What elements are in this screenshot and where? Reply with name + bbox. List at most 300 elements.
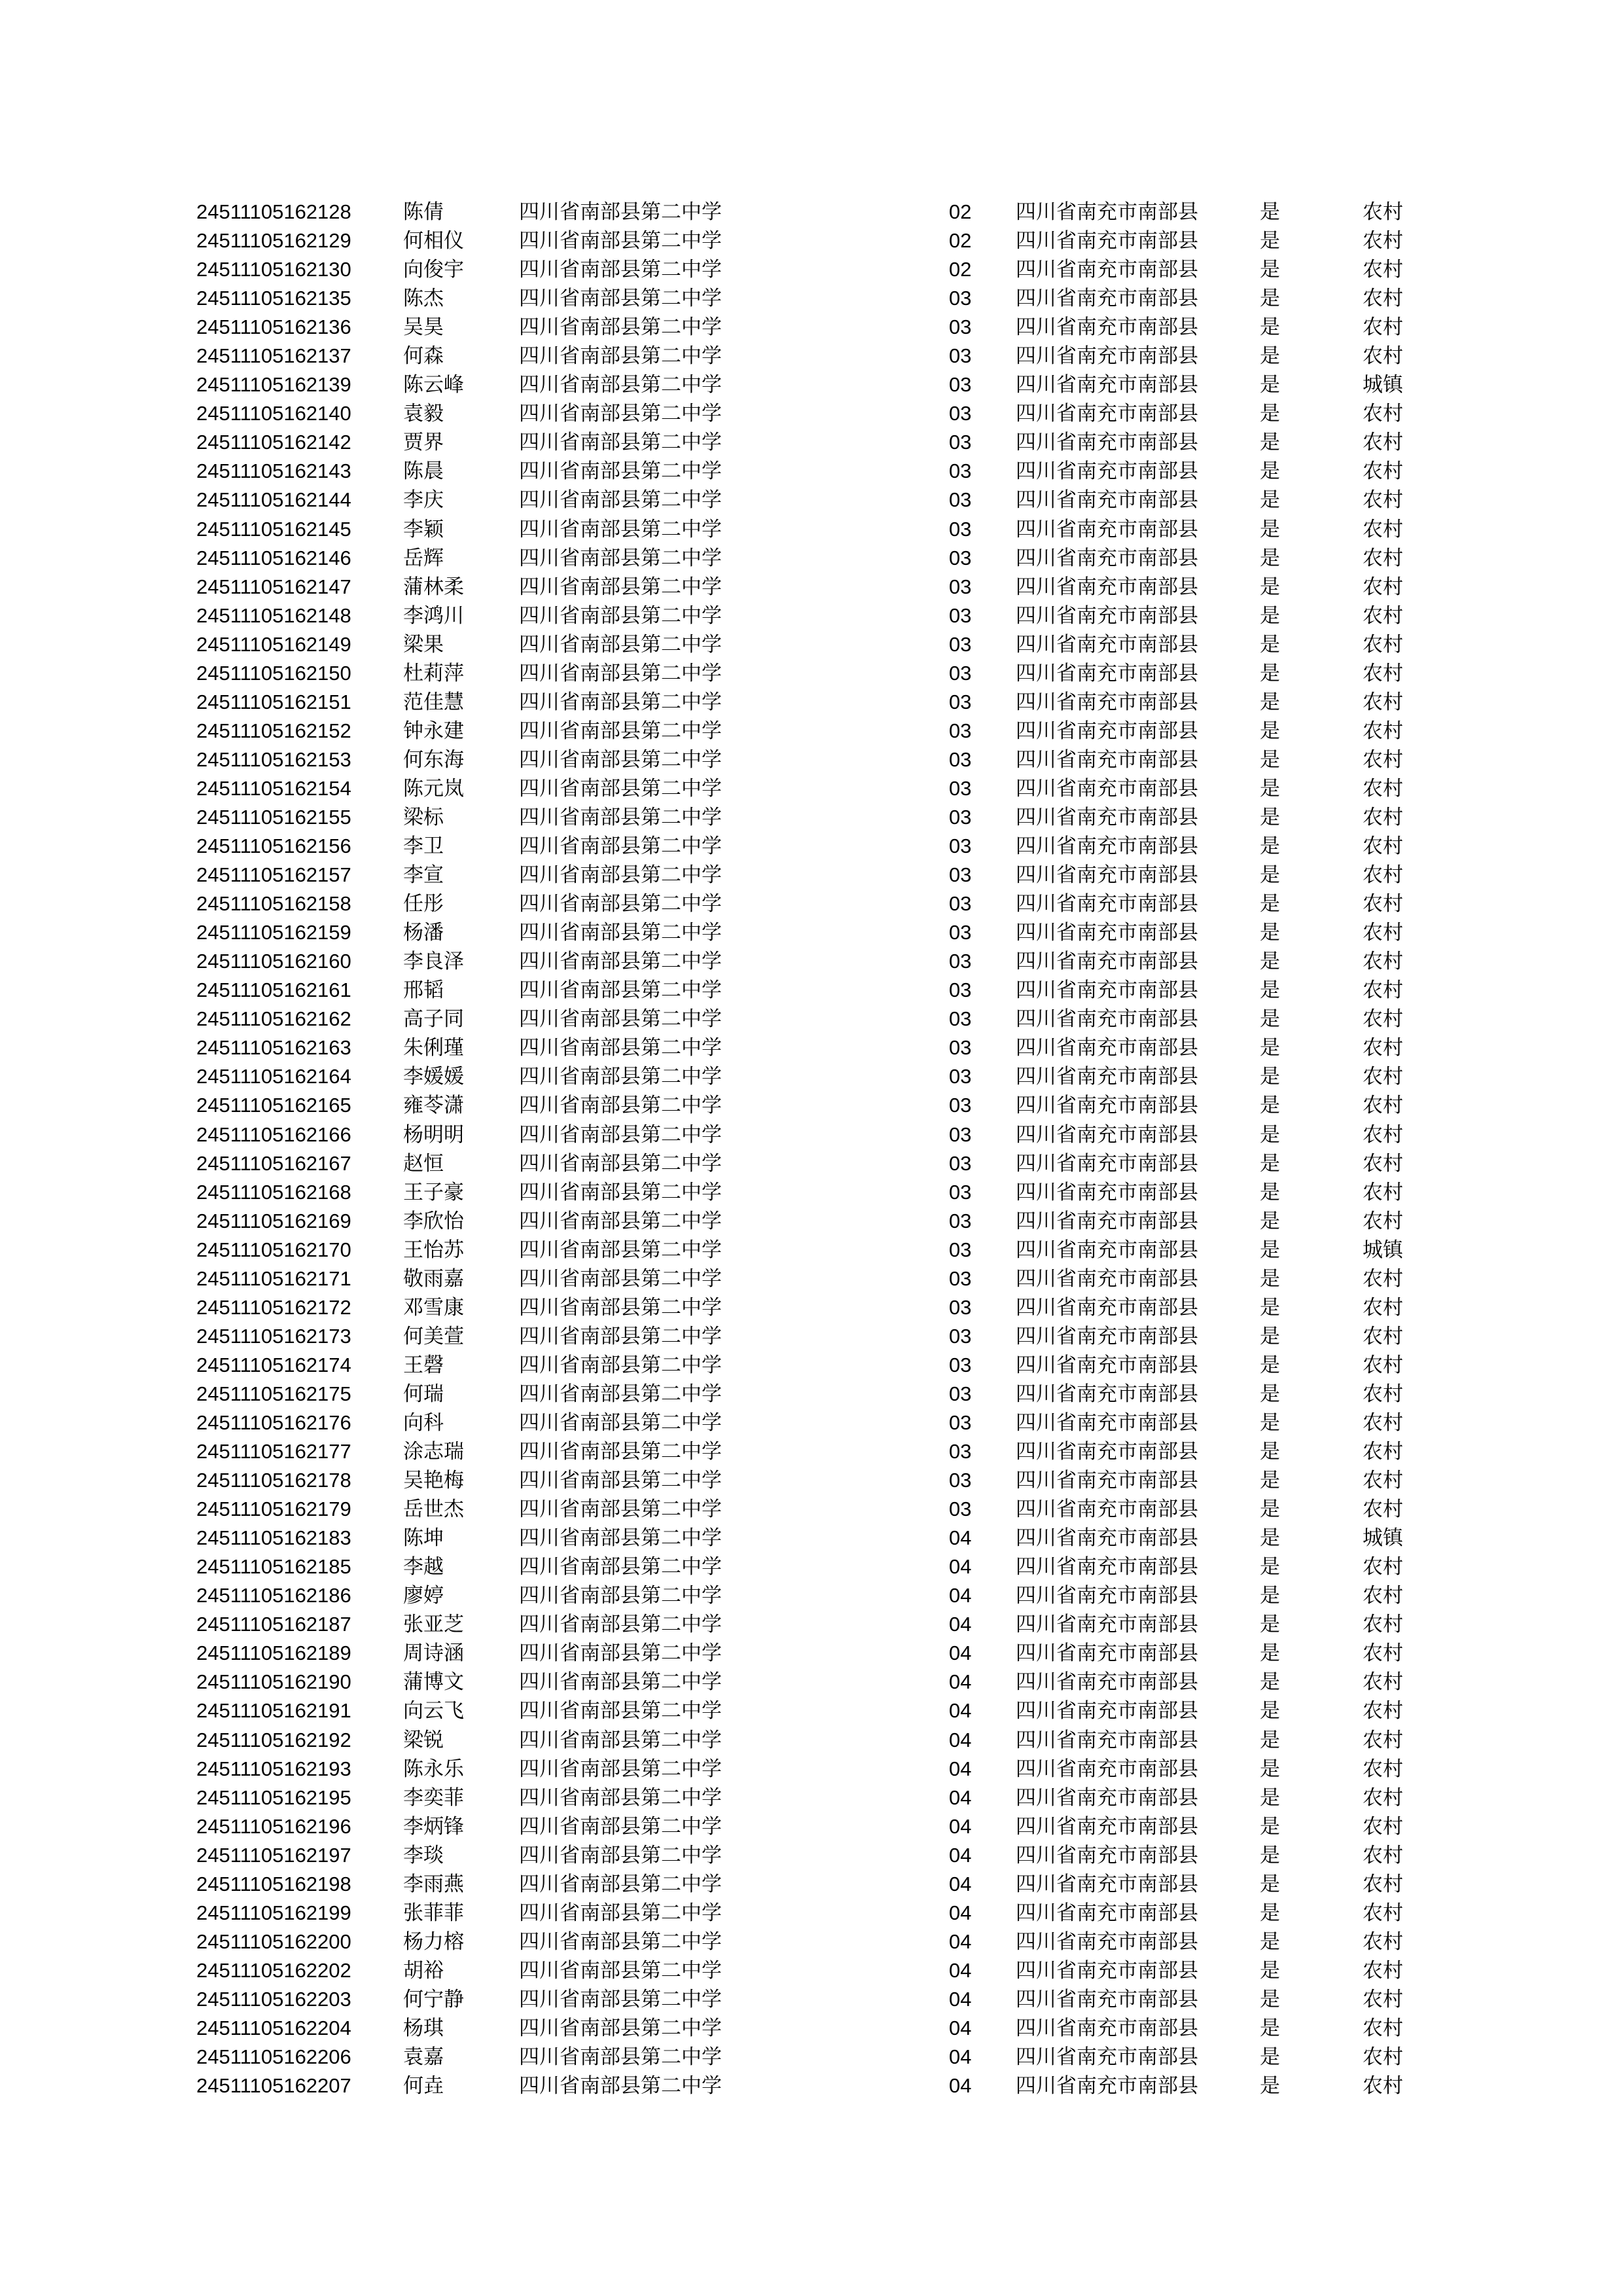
flag-cell: 是 [1260, 950, 1280, 974]
address-cell: 四川省南充市南部县 [1016, 431, 1198, 455]
student-name-cell: 李鸿川 [403, 603, 464, 628]
table-row [196, 313, 1440, 342]
residence-type-cell: 农村 [1363, 1929, 1403, 1954]
address-cell: 四川省南充市南部县 [1016, 1065, 1198, 1089]
student-id-cell: 24511105162206 [196, 2045, 351, 2069]
class-cell: 03 [949, 1410, 972, 1434]
address-cell: 四川省南充市南部县 [1016, 2074, 1198, 2098]
address-cell: 四川省南充市南部县 [1016, 863, 1198, 888]
class-cell: 03 [949, 1151, 972, 1175]
school-cell: 四川省南部县第二中学 [519, 603, 722, 628]
residence-type-cell: 农村 [1363, 1498, 1403, 1522]
address-cell: 四川省南充市南部县 [1016, 1469, 1198, 1493]
residence-type-cell: 农村 [1363, 459, 1403, 484]
student-name-cell: 何东海 [403, 747, 464, 772]
class-cell: 04 [949, 1757, 972, 1780]
flag-cell: 是 [1260, 1324, 1280, 1348]
school-cell: 四川省南部县第二中学 [519, 1814, 722, 1839]
address-cell: 四川省南充市南部县 [1016, 344, 1198, 368]
address-cell: 四川省南充市南部县 [1016, 1670, 1198, 1695]
flag-cell: 是 [1260, 1728, 1280, 1752]
table-row [196, 1207, 1440, 1236]
address-cell: 四川省南充市南部县 [1016, 1699, 1198, 1723]
student-id-cell: 24511105162174 [196, 1353, 351, 1376]
student-name-cell: 杨潘 [403, 921, 444, 945]
student-name-cell: 任彤 [403, 892, 444, 916]
residence-type-cell: 农村 [1363, 921, 1403, 945]
address-cell: 四川省南充市南部县 [1016, 834, 1198, 859]
student-id-cell: 24511105162148 [196, 603, 351, 627]
school-cell: 四川省南部县第二中学 [519, 1526, 722, 1551]
residence-type-cell: 农村 [1363, 834, 1403, 859]
class-cell: 03 [949, 1122, 972, 1146]
student-id-cell: 24511105162202 [196, 1958, 351, 1982]
student-name-cell: 雍苓潇 [403, 1094, 464, 1118]
school-cell: 四川省南部县第二中学 [519, 1238, 722, 1262]
flag-cell: 是 [1260, 1843, 1280, 1867]
school-cell: 四川省南部县第二中学 [519, 258, 722, 282]
class-cell: 03 [949, 517, 972, 541]
address-cell: 四川省南充市南部县 [1016, 1266, 1198, 1291]
student-id-cell: 24511105162152 [196, 719, 351, 742]
student-name-cell: 袁嘉 [403, 2045, 444, 2070]
address-cell: 四川省南充市南部县 [1016, 1094, 1198, 1118]
residence-type-cell: 农村 [1363, 1410, 1403, 1435]
flag-cell: 是 [1260, 719, 1280, 743]
residence-type-cell: 农村 [1363, 1122, 1403, 1147]
flag-cell: 是 [1260, 1151, 1280, 1175]
flag-cell: 是 [1260, 1180, 1280, 1204]
address-cell: 四川省南充市南部县 [1016, 1180, 1198, 1204]
student-id-cell: 24511105162159 [196, 921, 351, 944]
class-cell: 04 [949, 1814, 972, 1838]
flag-cell: 是 [1260, 315, 1280, 340]
student-name-cell: 梁果 [403, 632, 444, 656]
student-name-cell: 蒲博文 [403, 1670, 464, 1695]
student-name-cell: 杨琪 [403, 2016, 444, 2040]
table-row [196, 1380, 1440, 1408]
table-row [196, 2072, 1440, 2100]
class-cell: 03 [949, 546, 972, 569]
flag-cell: 是 [1260, 287, 1280, 311]
flag-cell: 是 [1260, 806, 1280, 829]
school-cell: 四川省南部县第二中学 [519, 1958, 722, 1982]
student-id-cell: 24511105162187 [196, 1613, 351, 1636]
residence-type-cell: 农村 [1363, 1555, 1403, 1579]
table-row [196, 1755, 1440, 1784]
flag-cell: 是 [1260, 603, 1280, 628]
table-row [196, 630, 1440, 659]
student-name-cell: 何相仪 [403, 229, 464, 253]
residence-type-cell: 农村 [1363, 978, 1403, 1003]
address-cell: 四川省南充市南部县 [1016, 921, 1198, 945]
address-cell: 四川省南充市南部县 [1016, 1785, 1198, 1810]
residence-type-cell: 城镇 [1363, 373, 1403, 397]
school-cell: 四川省南部县第二中学 [519, 1469, 722, 1493]
student-name-cell: 范佳慧 [403, 690, 464, 714]
table-row [196, 601, 1440, 630]
school-cell: 四川省南部县第二中学 [519, 1094, 722, 1118]
table-row [196, 832, 1440, 861]
student-name-cell: 陈元岚 [403, 776, 464, 800]
address-cell: 四川省南充市南部县 [1016, 1007, 1198, 1031]
student-id-cell: 24511105162167 [196, 1151, 351, 1175]
student-id-cell: 24511105162168 [196, 1180, 351, 1204]
table-row [196, 1610, 1440, 1639]
flag-cell: 是 [1260, 546, 1280, 570]
class-cell: 03 [949, 488, 972, 512]
table-row [196, 1178, 1440, 1207]
address-cell: 四川省南充市南部县 [1016, 1324, 1198, 1348]
class-cell: 03 [949, 1469, 972, 1492]
school-cell: 四川省南部县第二中学 [519, 459, 722, 484]
table-row [196, 226, 1440, 255]
student-id-cell: 24511105162178 [196, 1469, 351, 1492]
student-id-cell: 24511105162185 [196, 1555, 351, 1579]
school-cell: 四川省南部县第二中学 [519, 1584, 722, 1608]
school-cell: 四川省南部县第二中学 [519, 719, 722, 743]
student-name-cell: 李欣怡 [403, 1209, 464, 1233]
student-name-cell: 李颖 [403, 517, 444, 541]
table-row [196, 1696, 1440, 1725]
class-cell: 04 [949, 1584, 972, 1607]
student-name-cell: 李媛媛 [403, 1065, 464, 1089]
student-id-cell: 24511105162128 [196, 200, 351, 224]
flag-cell: 是 [1260, 402, 1280, 426]
residence-type-cell: 农村 [1363, 806, 1403, 829]
address-cell: 四川省南充市南部县 [1016, 1382, 1198, 1406]
flag-cell: 是 [1260, 1295, 1280, 1319]
school-cell: 四川省南部县第二中学 [519, 1410, 722, 1435]
student-id-cell: 24511105162197 [196, 1843, 351, 1867]
student-name-cell: 向俊宇 [403, 258, 464, 282]
residence-type-cell: 农村 [1363, 344, 1403, 368]
residence-type-cell: 农村 [1363, 1180, 1403, 1204]
address-cell: 四川省南充市南部县 [1016, 1728, 1198, 1752]
student-id-cell: 24511105162157 [196, 863, 351, 887]
student-name-cell: 向科 [403, 1410, 444, 1435]
flag-cell: 是 [1260, 488, 1280, 512]
table-row [196, 1841, 1440, 1870]
student-id-cell: 24511105162199 [196, 1901, 351, 1924]
residence-type-cell: 农村 [1363, 1843, 1403, 1867]
flag-cell: 是 [1260, 344, 1280, 368]
class-cell: 03 [949, 1295, 972, 1319]
class-cell: 03 [949, 575, 972, 598]
student-id-cell: 24511105162156 [196, 834, 351, 858]
student-name-cell: 袁毅 [403, 402, 444, 426]
flag-cell: 是 [1260, 921, 1280, 945]
student-id-cell: 24511105162163 [196, 1036, 351, 1060]
address-cell: 四川省南充市南部县 [1016, 1410, 1198, 1435]
student-name-cell: 吴艳梅 [403, 1469, 464, 1493]
address-cell: 四川省南充市南部县 [1016, 1929, 1198, 1954]
class-cell: 03 [949, 1353, 972, 1376]
student-name-cell: 李良泽 [403, 950, 464, 974]
student-id-cell: 24511105162158 [196, 892, 351, 916]
residence-type-cell: 农村 [1363, 1469, 1403, 1493]
address-cell: 四川省南充市南部县 [1016, 315, 1198, 340]
flag-cell: 是 [1260, 1699, 1280, 1723]
student-id-cell: 24511105162179 [196, 1498, 351, 1521]
residence-type-cell: 农村 [1363, 632, 1403, 656]
student-id-cell: 24511105162145 [196, 517, 351, 541]
table-row [196, 1985, 1440, 2014]
address-cell: 四川省南充市南部县 [1016, 1901, 1198, 1925]
student-id-cell: 24511105162192 [196, 1728, 351, 1751]
table-row [196, 1928, 1440, 1956]
school-cell: 四川省南部县第二中学 [519, 776, 722, 800]
flag-cell: 是 [1260, 1209, 1280, 1233]
address-cell: 四川省南充市南部县 [1016, 632, 1198, 656]
address-cell: 四川省南充市南部县 [1016, 950, 1198, 974]
flag-cell: 是 [1260, 2074, 1280, 2098]
residence-type-cell: 农村 [1363, 1613, 1403, 1637]
student-name-cell: 杨力榕 [403, 1929, 464, 1954]
student-name-cell: 李卫 [403, 834, 444, 859]
flag-cell: 是 [1260, 1036, 1280, 1060]
class-cell: 03 [949, 632, 972, 656]
student-id-cell: 24511105162166 [196, 1122, 351, 1146]
school-cell: 四川省南部县第二中学 [519, 546, 722, 570]
student-id-cell: 24511105162200 [196, 1929, 351, 1953]
student-list-table [196, 198, 1440, 2100]
school-cell: 四川省南部县第二中学 [519, 1670, 722, 1695]
table-row [196, 717, 1440, 745]
student-id-cell: 24511105162203 [196, 1987, 351, 2011]
table-row [196, 1265, 1440, 1293]
table-row [196, 1293, 1440, 1322]
address-cell: 四川省南充市南部县 [1016, 1584, 1198, 1608]
school-cell: 四川省南部县第二中学 [519, 2016, 722, 2040]
school-cell: 四川省南部县第二中学 [519, 863, 722, 888]
residence-type-cell: 农村 [1363, 1353, 1403, 1377]
residence-type-cell: 农村 [1363, 1094, 1403, 1118]
table-row [196, 1236, 1440, 1265]
address-cell: 四川省南充市南部县 [1016, 258, 1198, 282]
school-cell: 四川省南部县第二中学 [519, 402, 722, 426]
school-cell: 四川省南部县第二中学 [519, 1324, 722, 1348]
student-id-cell: 24511105162172 [196, 1295, 351, 1319]
class-cell: 03 [949, 1209, 972, 1232]
flag-cell: 是 [1260, 258, 1280, 282]
student-name-cell: 梁锐 [403, 1728, 444, 1752]
school-cell: 四川省南部县第二中学 [519, 1785, 722, 1810]
table-row [196, 1466, 1440, 1495]
school-cell: 四川省南部县第二中学 [519, 1151, 722, 1175]
school-cell: 四川省南部县第二中学 [519, 632, 722, 656]
class-cell: 04 [949, 1843, 972, 1867]
student-id-cell: 24511105162173 [196, 1324, 351, 1348]
table-row [196, 544, 1440, 573]
address-cell: 四川省南充市南部县 [1016, 747, 1198, 772]
student-name-cell: 李雨燕 [403, 1872, 464, 1896]
student-name-cell: 梁标 [403, 806, 444, 829]
class-cell: 03 [949, 1094, 972, 1117]
student-id-cell: 24511105162169 [196, 1209, 351, 1232]
flag-cell: 是 [1260, 1929, 1280, 1954]
school-cell: 四川省南部县第二中学 [519, 373, 722, 397]
residence-type-cell: 农村 [1363, 776, 1403, 800]
address-cell: 四川省南充市南部县 [1016, 1872, 1198, 1896]
school-cell: 四川省南部县第二中学 [519, 747, 722, 772]
student-name-cell: 陈永乐 [403, 1757, 464, 1781]
address-cell: 四川省南充市南部县 [1016, 892, 1198, 916]
school-cell: 四川省南部县第二中学 [519, 1180, 722, 1204]
class-cell: 03 [949, 287, 972, 310]
class-cell: 04 [949, 1901, 972, 1924]
address-cell: 四川省南充市南部县 [1016, 690, 1198, 714]
address-cell: 四川省南充市南部县 [1016, 229, 1198, 253]
student-id-cell: 24511105162171 [196, 1266, 351, 1290]
student-id-cell: 24511105162130 [196, 258, 351, 281]
class-cell: 04 [949, 1958, 972, 1982]
school-cell: 四川省南部县第二中学 [519, 1209, 722, 1233]
school-cell: 四川省南部县第二中学 [519, 1613, 722, 1637]
residence-type-cell: 农村 [1363, 1699, 1403, 1723]
flag-cell: 是 [1260, 1266, 1280, 1291]
student-name-cell: 陈杰 [403, 287, 444, 311]
school-cell: 四川省南部县第二中学 [519, 1295, 722, 1319]
address-cell: 四川省南充市南部县 [1016, 459, 1198, 484]
school-cell: 四川省南部县第二中学 [519, 661, 722, 685]
school-cell: 四川省南部县第二中学 [519, 1555, 722, 1579]
student-id-cell: 24511105162190 [196, 1670, 351, 1694]
flag-cell: 是 [1260, 661, 1280, 685]
school-cell: 四川省南部县第二中学 [519, 1007, 722, 1031]
address-cell: 四川省南充市南部县 [1016, 2045, 1198, 2070]
table-row [196, 1812, 1440, 1841]
table-row [196, 342, 1440, 370]
student-name-cell: 王怡苏 [403, 1238, 464, 1262]
address-cell: 四川省南充市南部县 [1016, 1295, 1198, 1319]
address-cell: 四川省南充市南部县 [1016, 1036, 1198, 1060]
flag-cell: 是 [1260, 747, 1280, 772]
student-name-cell: 李琰 [403, 1843, 444, 1867]
student-id-cell: 24511105162183 [196, 1526, 351, 1550]
table-row [196, 2014, 1440, 2043]
student-id-cell: 24511105162144 [196, 488, 351, 512]
student-id-cell: 24511105162151 [196, 690, 351, 713]
student-name-cell: 陈云峰 [403, 373, 464, 397]
residence-type-cell: 农村 [1363, 1584, 1403, 1608]
flag-cell: 是 [1260, 431, 1280, 455]
student-name-cell: 高子同 [403, 1007, 464, 1031]
student-id-cell: 24511105162176 [196, 1410, 351, 1434]
address-cell: 四川省南充市南部县 [1016, 1757, 1198, 1781]
class-cell: 03 [949, 603, 972, 627]
residence-type-cell: 农村 [1363, 2074, 1403, 2098]
flag-cell: 是 [1260, 1353, 1280, 1377]
address-cell: 四川省南充市南部县 [1016, 1151, 1198, 1175]
student-id-cell: 24511105162137 [196, 344, 351, 368]
flag-cell: 是 [1260, 1901, 1280, 1925]
residence-type-cell: 农村 [1363, 1065, 1403, 1089]
class-cell: 03 [949, 315, 972, 339]
residence-type-cell: 农村 [1363, 1151, 1403, 1175]
school-cell: 四川省南部县第二中学 [519, 1498, 722, 1522]
student-name-cell: 李宣 [403, 863, 444, 888]
residence-type-cell: 农村 [1363, 1440, 1403, 1464]
class-cell: 04 [949, 1728, 972, 1751]
table-row [196, 1062, 1440, 1091]
class-cell: 03 [949, 1065, 972, 1088]
table-row [196, 803, 1440, 832]
class-cell: 04 [949, 1641, 972, 1665]
flag-cell: 是 [1260, 575, 1280, 599]
address-cell: 四川省南充市南部县 [1016, 1641, 1198, 1666]
student-id-cell: 24511105162147 [196, 575, 351, 598]
table-row [196, 688, 1440, 717]
student-id-cell: 24511105162129 [196, 229, 351, 253]
student-id-cell: 24511105162189 [196, 1641, 351, 1665]
residence-type-cell: 农村 [1363, 258, 1403, 282]
flag-cell: 是 [1260, 1498, 1280, 1522]
student-id-cell: 24511105162140 [196, 402, 351, 425]
student-name-cell: 何瑞 [403, 1382, 444, 1406]
address-cell: 四川省南充市南部县 [1016, 575, 1198, 599]
flag-cell: 是 [1260, 776, 1280, 800]
flag-cell: 是 [1260, 517, 1280, 541]
table-row [196, 745, 1440, 774]
student-name-cell: 贾界 [403, 431, 444, 455]
class-cell: 03 [949, 1007, 972, 1031]
school-cell: 四川省南部县第二中学 [519, 978, 722, 1003]
residence-type-cell: 农村 [1363, 1266, 1403, 1291]
residence-type-cell: 农村 [1363, 229, 1403, 253]
class-cell: 04 [949, 1613, 972, 1636]
school-cell: 四川省南部县第二中学 [519, 1757, 722, 1781]
class-cell: 03 [949, 1324, 972, 1348]
class-cell: 03 [949, 1266, 972, 1290]
class-cell: 03 [949, 834, 972, 858]
student-id-cell: 24511105162164 [196, 1065, 351, 1088]
student-name-cell: 何宁静 [403, 1987, 464, 2011]
table-row [196, 1149, 1440, 1178]
student-name-cell: 钟永建 [403, 719, 464, 743]
student-name-cell: 李越 [403, 1555, 444, 1579]
residence-type-cell: 农村 [1363, 690, 1403, 714]
table-row [196, 486, 1440, 514]
school-cell: 四川省南部县第二中学 [519, 1065, 722, 1089]
student-id-cell: 24511105162193 [196, 1757, 351, 1780]
residence-type-cell: 农村 [1363, 661, 1403, 685]
student-id-cell: 24511105162143 [196, 459, 351, 483]
residence-type-cell: 农村 [1363, 1728, 1403, 1752]
school-cell: 四川省南部县第二中学 [519, 1036, 722, 1060]
class-cell: 03 [949, 402, 972, 425]
residence-type-cell: 农村 [1363, 2045, 1403, 2070]
table-row [196, 774, 1440, 803]
table-row [196, 1091, 1440, 1120]
residence-type-cell: 农村 [1363, 315, 1403, 340]
flag-cell: 是 [1260, 1469, 1280, 1493]
address-cell: 四川省南充市南部县 [1016, 1209, 1198, 1233]
residence-type-cell: 农村 [1363, 488, 1403, 512]
student-id-cell: 24511105162155 [196, 806, 351, 829]
flag-cell: 是 [1260, 2016, 1280, 2040]
student-id-cell: 24511105162142 [196, 431, 351, 454]
flag-cell: 是 [1260, 1987, 1280, 2011]
table-row [196, 1033, 1440, 1062]
flag-cell: 是 [1260, 1555, 1280, 1579]
residence-type-cell: 农村 [1363, 719, 1403, 743]
flag-cell: 是 [1260, 373, 1280, 397]
address-cell: 四川省南充市南部县 [1016, 1814, 1198, 1839]
student-name-cell: 胡裕 [403, 1958, 444, 1982]
flag-cell: 是 [1260, 1238, 1280, 1262]
student-name-cell: 廖婷 [403, 1584, 444, 1608]
